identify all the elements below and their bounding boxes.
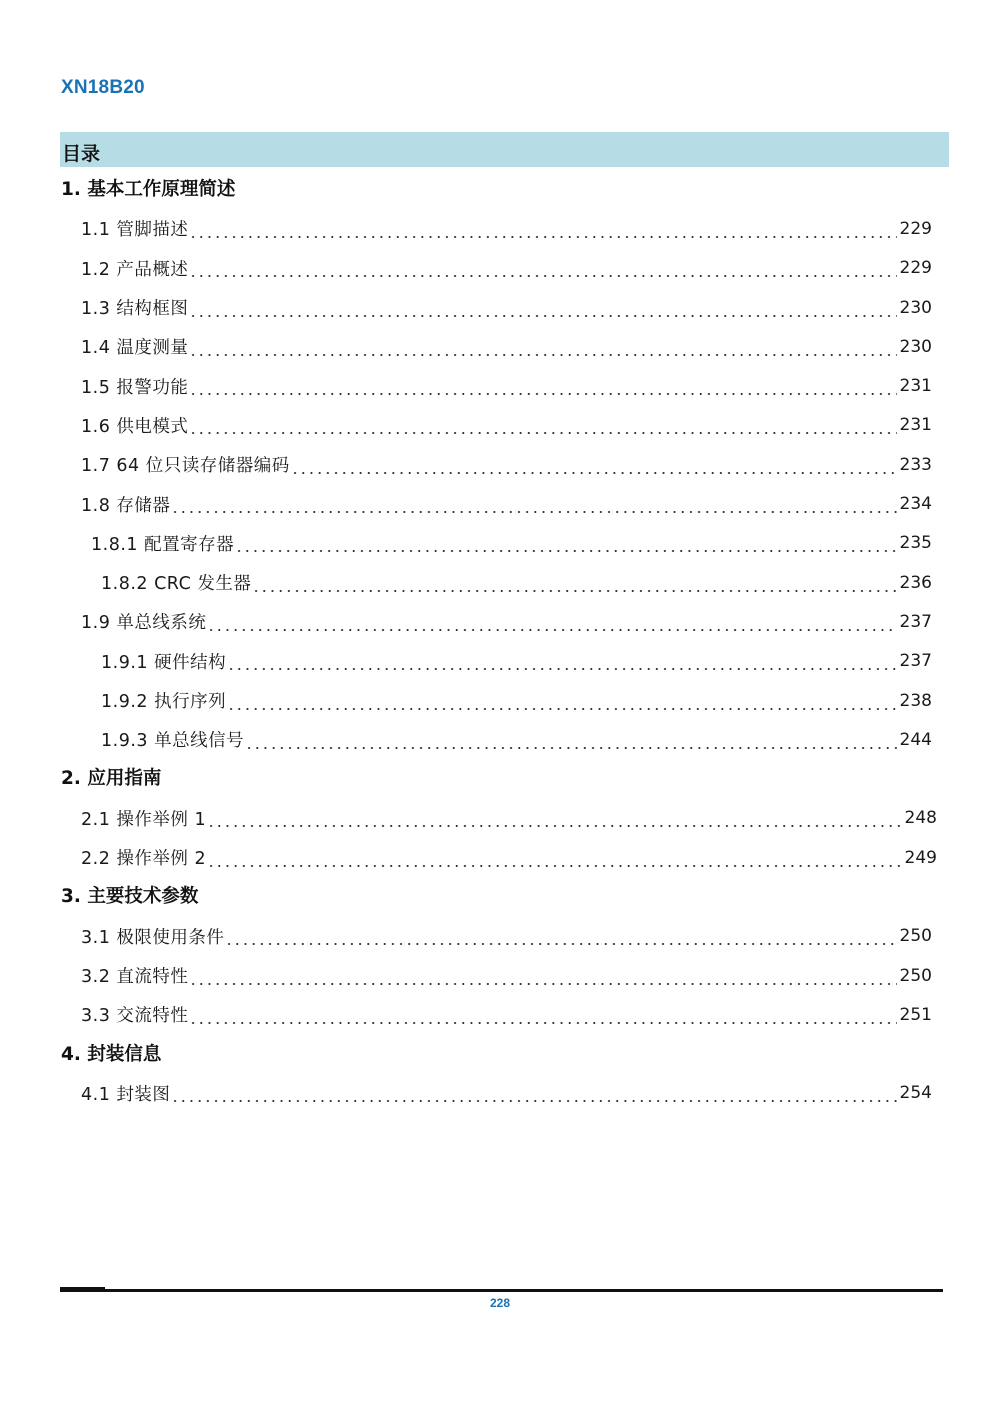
toc-section-heading[interactable]: 1. 基本工作原理简述 — [61, 179, 236, 200]
toc-entry-label: 1.2 产品概述 — [81, 259, 189, 280]
toc-entry-label: 1.4 温度测量 — [81, 338, 189, 359]
toc-entry[interactable] — [0, 1074, 1000, 1113]
toc-entry[interactable] — [0, 445, 1000, 484]
toc-entry[interactable] — [0, 327, 1000, 366]
toc-entry[interactable] — [0, 681, 1000, 720]
toc-entry[interactable] — [0, 995, 1000, 1034]
dot-leader — [189, 1022, 896, 1024]
toc-entry-page: 250 — [899, 965, 932, 986]
toc-entry[interactable] — [0, 249, 1000, 288]
toc-entry[interactable] — [0, 799, 1000, 838]
toc-entry-page: 249 — [904, 847, 937, 868]
toc-entry-page: 231 — [899, 376, 932, 397]
dot-leader — [227, 708, 896, 710]
toc-entry[interactable] — [0, 366, 1000, 405]
toc-entry-label: 4.1 封装图 — [81, 1084, 171, 1105]
toc-banner — [60, 132, 949, 167]
dot-leader — [207, 825, 901, 827]
toc-section-heading[interactable]: 3. 主要技术参数 — [61, 886, 199, 908]
toc-entry-page: 248 — [904, 808, 937, 829]
toc-entry-page: 229 — [899, 218, 932, 239]
toc-entry-label: 3.1 极限使用条件 — [81, 927, 225, 948]
toc-entry[interactable] — [0, 406, 1000, 445]
toc-entry[interactable] — [0, 720, 1000, 759]
toc-entry-label: 2.1 操作举例 1 — [81, 809, 207, 830]
toc-entry-label: 3.3 交流特性 — [81, 1006, 189, 1027]
toc-section-heading[interactable]: 2. 应用指南 — [61, 768, 162, 790]
toc-entry-label: 2.2 操作举例 2 — [81, 849, 207, 870]
toc-entry-page: 230 — [899, 297, 932, 318]
toc-entry-label: 1.9 单总线系统 — [81, 613, 207, 634]
toc-entry-label: 1.3 结构框图 — [81, 299, 189, 320]
toc-entry-page: 233 — [899, 454, 932, 475]
toc-entry-page: 238 — [899, 690, 932, 711]
toc-entry-page: 235 — [899, 533, 932, 554]
toc-entry-label: 3.2 直流特性 — [81, 967, 189, 988]
toc-entry[interactable] — [0, 956, 1000, 995]
toc-title: 目录 — [62, 143, 101, 165]
toc-entry[interactable] — [0, 563, 1000, 602]
dot-leader — [189, 432, 896, 434]
dot-leader — [207, 629, 896, 631]
toc-entry-page: 254 — [899, 1083, 932, 1104]
dot-leader — [189, 275, 896, 277]
dot-leader — [189, 983, 896, 985]
toc-entry-label: 1.9.3 单总线信号 — [101, 731, 245, 752]
toc-entry[interactable] — [0, 484, 1000, 523]
toc-entry-page: 237 — [899, 651, 932, 672]
toc-entry-label: 1.1 管脚描述 — [81, 220, 189, 241]
footer-rule — [60, 1289, 943, 1292]
toc-entry-page: 231 — [899, 415, 932, 436]
toc-entry-page: 234 — [899, 494, 932, 515]
toc-entry-label: 1.9.2 执行序列 — [101, 692, 227, 712]
toc-entry-page: 244 — [899, 729, 932, 750]
toc-entry-page: 229 — [899, 258, 932, 279]
dot-leader — [235, 550, 896, 552]
dot-leader — [171, 511, 896, 513]
toc-entry-label: 1.6 供电模式 — [81, 416, 189, 437]
toc-entry[interactable] — [0, 524, 1000, 563]
toc-entry-page: 251 — [899, 1004, 932, 1025]
toc-entry[interactable] — [0, 602, 1000, 641]
dot-leader — [189, 315, 896, 317]
dot-leader — [189, 354, 896, 356]
dot-leader — [207, 865, 901, 867]
toc-entry[interactable] — [0, 288, 1000, 327]
dot-leader — [252, 590, 896, 592]
toc-entry-label: 1.8.1 配置寄存器 — [91, 534, 235, 555]
toc-entry-page: 237 — [899, 611, 932, 632]
dot-leader — [227, 668, 896, 670]
dot-leader — [189, 236, 896, 238]
toc-entry-page: 250 — [899, 926, 932, 947]
page-number: 228 — [489, 1296, 511, 1310]
toc-entry-label: 1.7 64 位只读存储器编码 — [81, 456, 290, 477]
toc-entry-page: 236 — [899, 572, 932, 593]
toc-list — [0, 170, 1000, 1113]
dot-leader — [291, 472, 897, 474]
toc-entry[interactable] — [0, 642, 1000, 681]
toc-entry-label: 1.5 报警功能 — [81, 377, 189, 398]
document-id: XN18B20 — [61, 77, 145, 98]
toc-entry-page: 230 — [899, 336, 932, 357]
toc-section-heading[interactable]: 4. 封装信息 — [61, 1043, 162, 1065]
toc-entry-label: 1.8.2 CRC 发生器 — [101, 574, 252, 595]
dot-leader — [189, 393, 896, 395]
toc-entry-label: 1.9.1 硬件结构 — [101, 652, 227, 673]
dot-leader — [171, 1100, 896, 1102]
toc-entry-label: 1.8 存储器 — [81, 495, 171, 516]
toc-entry[interactable] — [0, 917, 1000, 956]
toc-entry[interactable] — [0, 838, 1000, 877]
dot-leader — [225, 943, 896, 945]
dot-leader — [245, 747, 896, 749]
toc-entry[interactable] — [0, 209, 1000, 248]
